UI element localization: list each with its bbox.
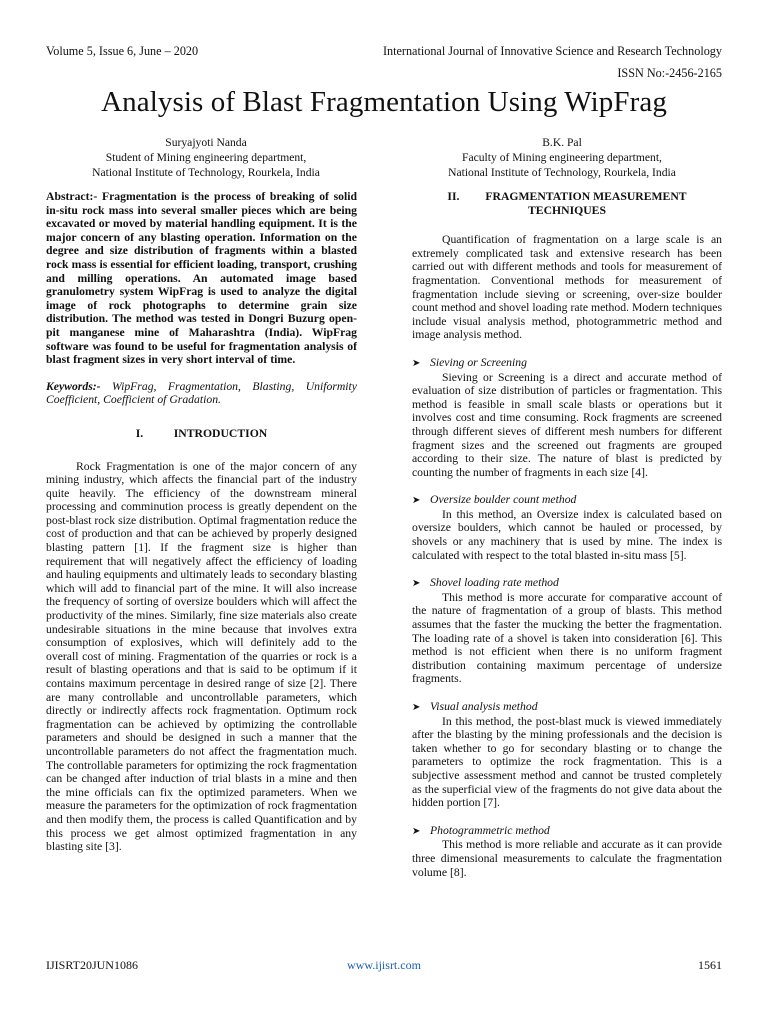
left-column [46,190,357,854]
abstract-label: Abstract:- [46,190,98,203]
subsection-text: Sieving or Screening is a direct and accurate method of evaluation of size distribution of particles or fragmentation. This method is feasible in small scale blasts or operations but it involves cost and time consuming. Rock fragments are screened through different sieves of different mesh numbers for different fragment sizes and the screened out fragments are grouped according to their size. The nature of blast is predicted by counting the number of fragments in each size [4]. [412,370,722,479]
page-number: 1561 [698,958,722,972]
abstract-text: Fragmentation is the process of breaking of solid in-situ rock mass into several smaller pieces which are being excavated or moved by material handling equipment. It is the major concern of any blasting operation. Information on the degree and size distribution of fragments within a blasted rock mass is essential for efficient loading, transport, crushing and milling operations. An automated image based granulometry system WipFrag is used to analyze the digital image of rock photographs to determine grain size distribution. The method was tested in Dongri Buzurg open-pit manganese mine of Maharashtra (India). WipFrag software was found to be useful for fragmentation analysis of blast fragment sizes in very short interval of time. [46,190,357,367]
section-heading-introduction [46,427,357,441]
arrow-bullet-icon: ➤ [412,578,421,590]
subsection-text: In this method, the post-blast muck is viewed immediately after the blasting by the mining professionals and the decision is taken whether to go for secondary blasting or to change the parameters to optimize the rock fragmentation. This is a subjective assessment method and cannot be trusted completely as the superficial view of the fragments do not give data about the hidden portion [7]. [412,714,722,810]
section-title: FRAGMENTATION MEASUREMENT [485,190,687,203]
section-number: II. [447,190,460,203]
subsection-text: This method is more reliable and accurate as it can provide three dimensional measurements to calculate the fragmentation volume [8]. [412,838,722,879]
journal-url-link[interactable]: www.ijisrt.com [347,958,421,972]
subsection-text: This method is more accurate for comparative account of the nature of fragmentation of a group of blasts. This method assumes that the faster the mucking the better the fragmentation. The loading rate of a shovel is taken into consideration [6]. This method is not efficient when there is no uniform fragment distribution containing maximum percentage of undersize fragments. [412,590,722,686]
volume-info: Volume 5, Issue 6, June – 2020 [46,44,199,58]
arrow-bullet-icon: ➤ [412,495,421,507]
author-name: Suryajyoti Nanda [165,136,247,149]
subsection-heading: ➤ Visual analysis method [412,700,538,713]
right-column [412,190,722,879]
author-role: Faculty of Mining engineering department, [462,151,662,164]
subsection-heading: ➤ Photogrammetric method [412,823,550,837]
abstract [46,190,357,367]
arrow-bullet-icon: ➤ [412,825,421,837]
issn: ISSN No:-2456-2165 [617,66,722,80]
author-role: Student of Mining engineering department, [105,151,307,164]
subsection-heading: ➤ Sieving or Screening [412,355,527,369]
section2-intro: Quantification of fragmentation on a large scale is an extremely complicated task and extensive research has been carried out with different methods and tools for measurement of fragmentation. Conventional methods for measurement of fragmentation include sieving or screening, over-size boulder count method and shovel loading rate method. Modern techniques include visual analysis method, photogrammetric method and image analysis method. [412,233,722,342]
author-affiliation: National Institute of Technology, Rourkela, India [448,166,676,179]
author-name: B.K. Pal [542,136,582,149]
subsection-heading: ➤ Shovel loading rate method [412,576,559,590]
author-block-2 [402,135,722,180]
section-title: INTRODUCTION [173,426,268,440]
section-title-line2: TECHNIQUES [528,203,606,217]
paper-title: Analysis of Blast Fragmentation Using WipFrag [101,86,667,118]
section-number: I. [135,426,144,440]
section-heading-fragmentation [412,190,722,217]
author-affiliation: National Institute of Technology, Rourkela, India [92,166,320,179]
subsection-text: In this method, an Oversize index is calculated based on oversize boulders, which cannot be hauled or processed, by shovels or any machinery that is used by mine. The index is calculated with respect to the total blasted in-situ mass [5]. [412,507,722,562]
keywords-text: WipFrag, Fragmentation, Blasting, Uniformity Coefficient, Coefficient of Gradation. [46,379,357,407]
introduction-paragraph: Rock Fragmentation is one of the major concern of any mining industry, which affects the financial part of the industry quite heavily. The efficiency of the downstream mineral processing and comminution process is greatly dependent on the post-blast rock size distribution. Optimal fragmentation reduce the cost of production and that can be achieved by properly designed blasting pattern [1]. If the fragment size is higher than requirement that will negatively affect the efficiency of loading and hauling equipments and ultimately leads to secondary blasting which will add to financial part of the mine. It will also increase the frequency of sorting of oversize boulders which will affect the productivity of the mines. Similarly, fine size materials also create undesirable situations in the mine because that involves extra consumption of explosives, which will definitely add to the overall cost of mining. Fragmentation of the quarries or rock is a result of blasting operations and that is said to be optimum if it contains maximum percentage in desired range of size [2]. There are many controllable and uncontrollable parameters, which directly or indirectly affects rock fragmentation. Optimum rock fragmentation can be achieved by optimizing the controllable parameters and should be designed in such a manner that the uncontrollable parameters do not affect the fragmentation much. The controllable parameters for optimizing the rock fragmentation can be changed after induction of trial blasts in a mine and then the mine officials can fix the optimized parameters. When we measure the parameters for the optimization of rock fragmentation and then modify them, the process is called Quantification and by this process we get almost optimized fragmentation in any blasting site [3]. [46,459,357,854]
journal-name: International Journal of Innovative Science and Research Technology [382,44,722,58]
author-block-1 [46,135,366,180]
keywords [46,380,357,407]
subsection-heading: ➤ Oversize boulder count method [412,493,577,507]
arrow-bullet-icon: ➤ [412,357,421,369]
arrow-bullet-icon: ➤ [412,702,421,713]
paper-id: IJISRT20JUN1086 [46,958,138,972]
keywords-label: Keywords:- [46,379,101,393]
